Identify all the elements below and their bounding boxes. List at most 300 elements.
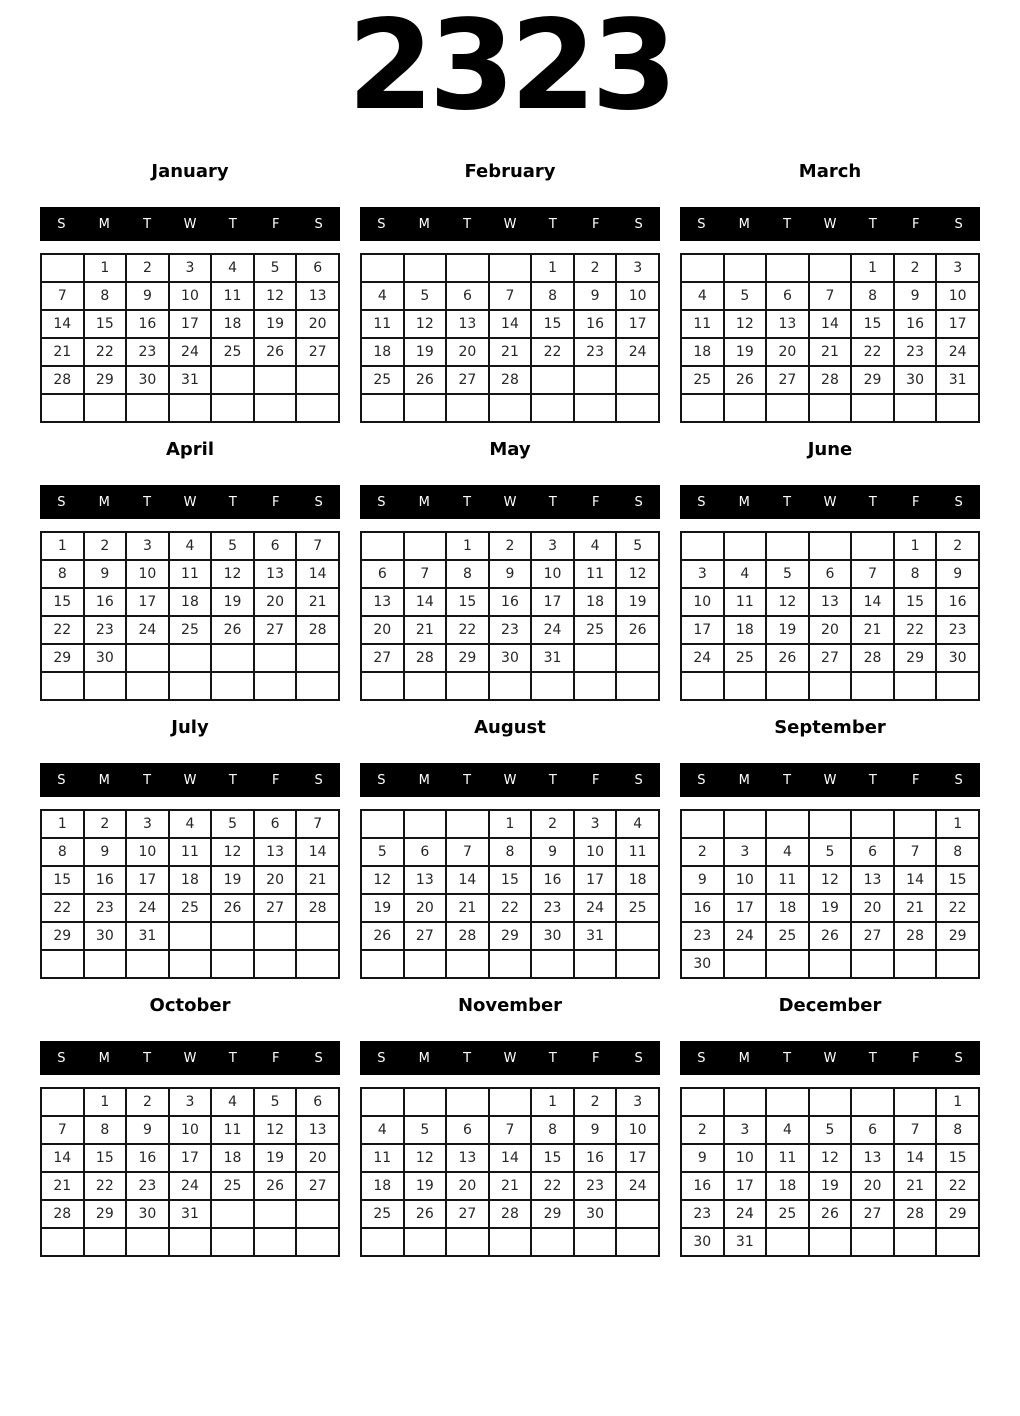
day-cell: 23 <box>574 338 617 366</box>
day-cell: 3 <box>169 1088 212 1116</box>
day-cell: 31 <box>574 922 617 950</box>
month-may <box>360 440 660 701</box>
day-cell: 20 <box>254 588 297 616</box>
week-row <box>681 282 979 310</box>
day-cell: 5 <box>724 282 767 310</box>
day-cell: 9 <box>681 1144 724 1172</box>
day-cell: 23 <box>681 922 724 950</box>
day-cell: 28 <box>809 366 852 394</box>
month-december <box>680 996 980 1257</box>
day-cell: 6 <box>446 282 489 310</box>
empty-day-cell <box>126 950 169 978</box>
weekday-label: M <box>418 1050 430 1066</box>
day-cell: 7 <box>894 1116 937 1144</box>
week-row <box>681 838 979 866</box>
weekday-label: T <box>783 772 792 788</box>
day-cell: 26 <box>254 338 297 366</box>
day-cell: 16 <box>126 1144 169 1172</box>
empty-day-cell <box>809 672 852 700</box>
day-cell: 7 <box>41 1116 84 1144</box>
weekday-label: T <box>228 494 237 510</box>
day-cell: 2 <box>126 1088 169 1116</box>
empty-day-cell <box>404 254 447 282</box>
day-cell: 17 <box>126 588 169 616</box>
day-cell: 9 <box>574 282 617 310</box>
day-cell: 26 <box>809 922 852 950</box>
empty-day-cell <box>254 672 297 700</box>
empty-day-cell <box>616 644 659 672</box>
day-cell: 11 <box>211 1116 254 1144</box>
day-cell: 8 <box>41 838 84 866</box>
day-cell: 17 <box>126 866 169 894</box>
day-cell: 1 <box>489 810 532 838</box>
day-cell: 27 <box>361 644 404 672</box>
day-cell: 28 <box>489 366 532 394</box>
weekday-label: T <box>143 494 152 510</box>
day-cell: 12 <box>254 282 297 310</box>
day-cell: 24 <box>169 338 212 366</box>
day-cell: 12 <box>809 1144 852 1172</box>
week-row <box>361 1200 659 1228</box>
weekday-label: W <box>183 494 197 510</box>
week-row <box>361 1228 659 1256</box>
days-table <box>360 253 660 423</box>
week-row <box>41 394 339 422</box>
empty-day-cell <box>84 1228 127 1256</box>
empty-day-cell <box>446 1228 489 1256</box>
day-cell: 12 <box>404 1144 447 1172</box>
empty-day-cell <box>851 1088 894 1116</box>
month-january <box>40 162 340 423</box>
week-row <box>361 1144 659 1172</box>
days-table <box>680 531 980 701</box>
day-cell: 16 <box>84 588 127 616</box>
day-cell: 18 <box>766 894 809 922</box>
day-cell: 5 <box>809 1116 852 1144</box>
day-cell: 6 <box>296 1088 339 1116</box>
empty-day-cell <box>894 950 937 978</box>
week-row <box>41 1172 339 1200</box>
day-cell: 21 <box>296 588 339 616</box>
empty-day-cell <box>211 394 254 422</box>
week-row <box>681 644 979 672</box>
weekday-label: T <box>228 1050 237 1066</box>
week-row <box>361 810 659 838</box>
days-table <box>40 1087 340 1257</box>
weekday-header <box>360 1041 660 1075</box>
weekday-label: W <box>823 216 837 232</box>
week-row <box>681 950 979 978</box>
empty-day-cell <box>361 810 404 838</box>
day-cell: 19 <box>809 1172 852 1200</box>
day-cell: 10 <box>169 282 212 310</box>
day-cell: 23 <box>84 894 127 922</box>
day-cell: 20 <box>851 1172 894 1200</box>
day-cell: 22 <box>531 338 574 366</box>
empty-day-cell <box>894 394 937 422</box>
weekday-label: F <box>911 772 920 788</box>
day-cell: 23 <box>126 1172 169 1200</box>
day-cell: 21 <box>446 894 489 922</box>
day-cell: 26 <box>404 1200 447 1228</box>
empty-day-cell <box>84 672 127 700</box>
day-cell: 23 <box>489 616 532 644</box>
day-cell: 3 <box>724 1116 767 1144</box>
day-cell: 25 <box>616 894 659 922</box>
day-cell: 24 <box>531 616 574 644</box>
day-cell: 30 <box>531 922 574 950</box>
empty-day-cell <box>296 672 339 700</box>
empty-day-cell <box>851 950 894 978</box>
weekday-label: S <box>634 494 643 510</box>
weekday-label: T <box>868 216 877 232</box>
day-cell: 31 <box>936 366 979 394</box>
empty-day-cell <box>361 394 404 422</box>
empty-day-cell <box>574 644 617 672</box>
day-cell: 12 <box>361 866 404 894</box>
month-name: March <box>798 161 862 182</box>
day-cell: 5 <box>254 1088 297 1116</box>
day-cell: 22 <box>936 894 979 922</box>
day-cell: 15 <box>84 310 127 338</box>
empty-day-cell <box>681 672 724 700</box>
day-cell: 25 <box>574 616 617 644</box>
day-cell: 24 <box>724 1200 767 1228</box>
week-row <box>681 532 979 560</box>
day-cell: 31 <box>126 922 169 950</box>
weekday-label: S <box>954 772 963 788</box>
empty-day-cell <box>211 1228 254 1256</box>
empty-day-cell <box>574 366 617 394</box>
day-cell: 28 <box>41 1200 84 1228</box>
day-cell: 17 <box>169 1144 212 1172</box>
day-cell: 5 <box>211 810 254 838</box>
empty-day-cell <box>724 394 767 422</box>
weekday-label: F <box>911 1050 920 1066</box>
day-cell: 13 <box>296 282 339 310</box>
weekday-label: F <box>271 494 280 510</box>
month-name: December <box>778 995 882 1016</box>
week-row <box>681 310 979 338</box>
empty-day-cell <box>126 394 169 422</box>
day-cell: 27 <box>446 1200 489 1228</box>
day-cell: 26 <box>361 922 404 950</box>
weekday-header <box>40 207 340 241</box>
empty-day-cell <box>724 672 767 700</box>
week-row <box>361 588 659 616</box>
day-cell: 14 <box>41 1144 84 1172</box>
day-cell: 19 <box>211 588 254 616</box>
day-cell: 15 <box>531 310 574 338</box>
day-cell: 29 <box>41 922 84 950</box>
week-row <box>361 922 659 950</box>
day-cell: 1 <box>84 254 127 282</box>
day-cell: 13 <box>296 1116 339 1144</box>
empty-day-cell <box>766 810 809 838</box>
day-cell: 28 <box>296 616 339 644</box>
weekday-label: S <box>57 216 66 232</box>
day-cell: 18 <box>169 866 212 894</box>
empty-day-cell <box>296 1200 339 1228</box>
month-name: May <box>489 439 531 460</box>
day-cell: 3 <box>574 810 617 838</box>
day-cell: 8 <box>531 1116 574 1144</box>
week-row <box>361 672 659 700</box>
day-cell: 1 <box>531 254 574 282</box>
empty-day-cell <box>489 950 532 978</box>
day-cell: 10 <box>936 282 979 310</box>
day-cell: 1 <box>936 1088 979 1116</box>
day-cell: 15 <box>84 1144 127 1172</box>
day-cell: 14 <box>446 866 489 894</box>
empty-day-cell <box>211 672 254 700</box>
day-cell: 4 <box>766 1116 809 1144</box>
day-cell: 19 <box>211 866 254 894</box>
week-row <box>41 1116 339 1144</box>
day-cell: 13 <box>446 1144 489 1172</box>
day-cell: 29 <box>41 644 84 672</box>
empty-day-cell <box>211 950 254 978</box>
day-cell: 18 <box>361 1172 404 1200</box>
empty-day-cell <box>766 254 809 282</box>
weekday-header <box>40 1041 340 1075</box>
day-cell: 31 <box>531 644 574 672</box>
day-cell: 30 <box>936 644 979 672</box>
empty-day-cell <box>809 950 852 978</box>
day-cell: 10 <box>616 282 659 310</box>
day-cell: 15 <box>41 866 84 894</box>
day-cell: 13 <box>851 1144 894 1172</box>
day-cell: 9 <box>126 1116 169 1144</box>
empty-day-cell <box>724 532 767 560</box>
day-cell: 4 <box>169 810 212 838</box>
day-cell: 10 <box>126 838 169 866</box>
week-row <box>361 616 659 644</box>
day-cell: 20 <box>296 310 339 338</box>
day-cell: 11 <box>361 310 404 338</box>
week-row <box>41 254 339 282</box>
day-cell: 15 <box>894 588 937 616</box>
empty-day-cell <box>531 950 574 978</box>
day-cell: 18 <box>616 866 659 894</box>
month-name: June <box>807 439 853 460</box>
day-cell: 12 <box>211 560 254 588</box>
day-cell: 4 <box>766 838 809 866</box>
weekday-label: T <box>548 772 557 788</box>
week-row <box>41 894 339 922</box>
week-row <box>681 588 979 616</box>
day-cell: 18 <box>361 338 404 366</box>
day-cell: 27 <box>446 366 489 394</box>
empty-day-cell <box>681 810 724 838</box>
empty-day-cell <box>126 672 169 700</box>
empty-day-cell <box>296 394 339 422</box>
day-cell: 25 <box>169 894 212 922</box>
empty-day-cell <box>616 950 659 978</box>
days-table <box>680 253 980 423</box>
day-cell: 19 <box>724 338 767 366</box>
day-cell: 31 <box>724 1228 767 1256</box>
day-cell: 21 <box>851 616 894 644</box>
day-cell: 2 <box>894 254 937 282</box>
empty-day-cell <box>809 1228 852 1256</box>
day-cell: 29 <box>84 366 127 394</box>
week-row <box>681 1144 979 1172</box>
month-june <box>680 440 980 701</box>
week-row <box>41 588 339 616</box>
day-cell: 6 <box>766 282 809 310</box>
empty-day-cell <box>41 672 84 700</box>
day-cell: 24 <box>169 1172 212 1200</box>
month-february <box>360 162 660 423</box>
day-cell: 24 <box>126 894 169 922</box>
day-cell: 26 <box>254 1172 297 1200</box>
week-row <box>41 672 339 700</box>
week-row <box>681 366 979 394</box>
day-cell: 5 <box>766 560 809 588</box>
empty-day-cell <box>169 394 212 422</box>
day-cell: 26 <box>616 616 659 644</box>
day-cell: 8 <box>446 560 489 588</box>
day-cell: 9 <box>84 560 127 588</box>
empty-day-cell <box>766 1088 809 1116</box>
day-cell: 22 <box>489 894 532 922</box>
empty-day-cell <box>169 644 212 672</box>
days-table <box>360 531 660 701</box>
weekday-label: S <box>57 772 66 788</box>
day-cell: 7 <box>489 1116 532 1144</box>
empty-day-cell <box>489 672 532 700</box>
empty-day-cell <box>361 672 404 700</box>
empty-day-cell <box>361 254 404 282</box>
week-row <box>681 616 979 644</box>
weekday-label: W <box>503 216 517 232</box>
day-cell: 12 <box>724 310 767 338</box>
weekday-label: S <box>377 494 386 510</box>
day-cell: 11 <box>616 838 659 866</box>
day-cell: 3 <box>126 810 169 838</box>
days-table <box>40 809 340 979</box>
weekday-label: M <box>418 216 430 232</box>
day-cell: 27 <box>851 1200 894 1228</box>
day-cell: 9 <box>84 838 127 866</box>
week-row <box>361 644 659 672</box>
week-row <box>681 338 979 366</box>
weekday-label: M <box>98 216 110 232</box>
weekday-label: S <box>954 494 963 510</box>
empty-day-cell <box>936 950 979 978</box>
week-row <box>41 616 339 644</box>
week-row <box>681 922 979 950</box>
day-cell: 27 <box>296 338 339 366</box>
day-cell: 7 <box>851 560 894 588</box>
day-cell: 1 <box>446 532 489 560</box>
day-cell: 21 <box>41 1172 84 1200</box>
day-cell: 11 <box>766 1144 809 1172</box>
day-cell: 20 <box>296 1144 339 1172</box>
week-row <box>681 894 979 922</box>
week-row <box>41 644 339 672</box>
day-cell: 6 <box>851 838 894 866</box>
empty-day-cell <box>254 366 297 394</box>
week-row <box>681 1200 979 1228</box>
empty-day-cell <box>254 950 297 978</box>
week-row <box>41 1144 339 1172</box>
empty-day-cell <box>169 672 212 700</box>
weekday-label: F <box>591 1050 600 1066</box>
day-cell: 14 <box>404 588 447 616</box>
day-cell: 2 <box>574 254 617 282</box>
day-cell: 20 <box>809 616 852 644</box>
day-cell: 16 <box>681 894 724 922</box>
day-cell: 28 <box>41 366 84 394</box>
day-cell: 9 <box>126 282 169 310</box>
empty-day-cell <box>296 1228 339 1256</box>
day-cell: 13 <box>851 866 894 894</box>
empty-day-cell <box>41 950 84 978</box>
day-cell: 30 <box>894 366 937 394</box>
day-cell: 22 <box>446 616 489 644</box>
day-cell: 4 <box>616 810 659 838</box>
empty-day-cell <box>489 394 532 422</box>
day-cell: 16 <box>681 1172 724 1200</box>
day-cell: 2 <box>84 810 127 838</box>
empty-day-cell <box>531 394 574 422</box>
weekday-label: W <box>503 494 517 510</box>
weekday-label: S <box>314 772 323 788</box>
empty-day-cell <box>851 394 894 422</box>
day-cell: 9 <box>681 866 724 894</box>
weekday-label: S <box>634 216 643 232</box>
weekday-header <box>360 763 660 797</box>
day-cell: 14 <box>851 588 894 616</box>
day-cell: 13 <box>254 838 297 866</box>
day-cell: 7 <box>404 560 447 588</box>
day-cell: 3 <box>936 254 979 282</box>
weekday-label: M <box>418 494 430 510</box>
week-row <box>681 866 979 894</box>
days-table <box>40 531 340 701</box>
day-cell: 5 <box>211 532 254 560</box>
day-cell: 27 <box>254 894 297 922</box>
day-cell: 13 <box>766 310 809 338</box>
day-cell: 24 <box>616 1172 659 1200</box>
weekday-label: T <box>463 1050 472 1066</box>
day-cell: 10 <box>724 1144 767 1172</box>
month-name: October <box>149 995 231 1016</box>
weekday-label: W <box>183 1050 197 1066</box>
day-cell: 2 <box>936 532 979 560</box>
empty-day-cell <box>84 394 127 422</box>
day-cell: 2 <box>531 810 574 838</box>
day-cell: 1 <box>936 810 979 838</box>
day-cell: 6 <box>809 560 852 588</box>
week-row <box>681 394 979 422</box>
empty-day-cell <box>211 366 254 394</box>
empty-day-cell <box>894 810 937 838</box>
week-row <box>41 1228 339 1256</box>
day-cell: 30 <box>126 1200 169 1228</box>
empty-day-cell <box>361 1088 404 1116</box>
weekday-label: M <box>98 494 110 510</box>
weekday-label: T <box>463 772 472 788</box>
week-row <box>361 866 659 894</box>
weekday-label: S <box>697 1050 706 1066</box>
weekday-header <box>680 207 980 241</box>
day-cell: 19 <box>616 588 659 616</box>
day-cell: 30 <box>489 644 532 672</box>
empty-day-cell <box>41 1228 84 1256</box>
